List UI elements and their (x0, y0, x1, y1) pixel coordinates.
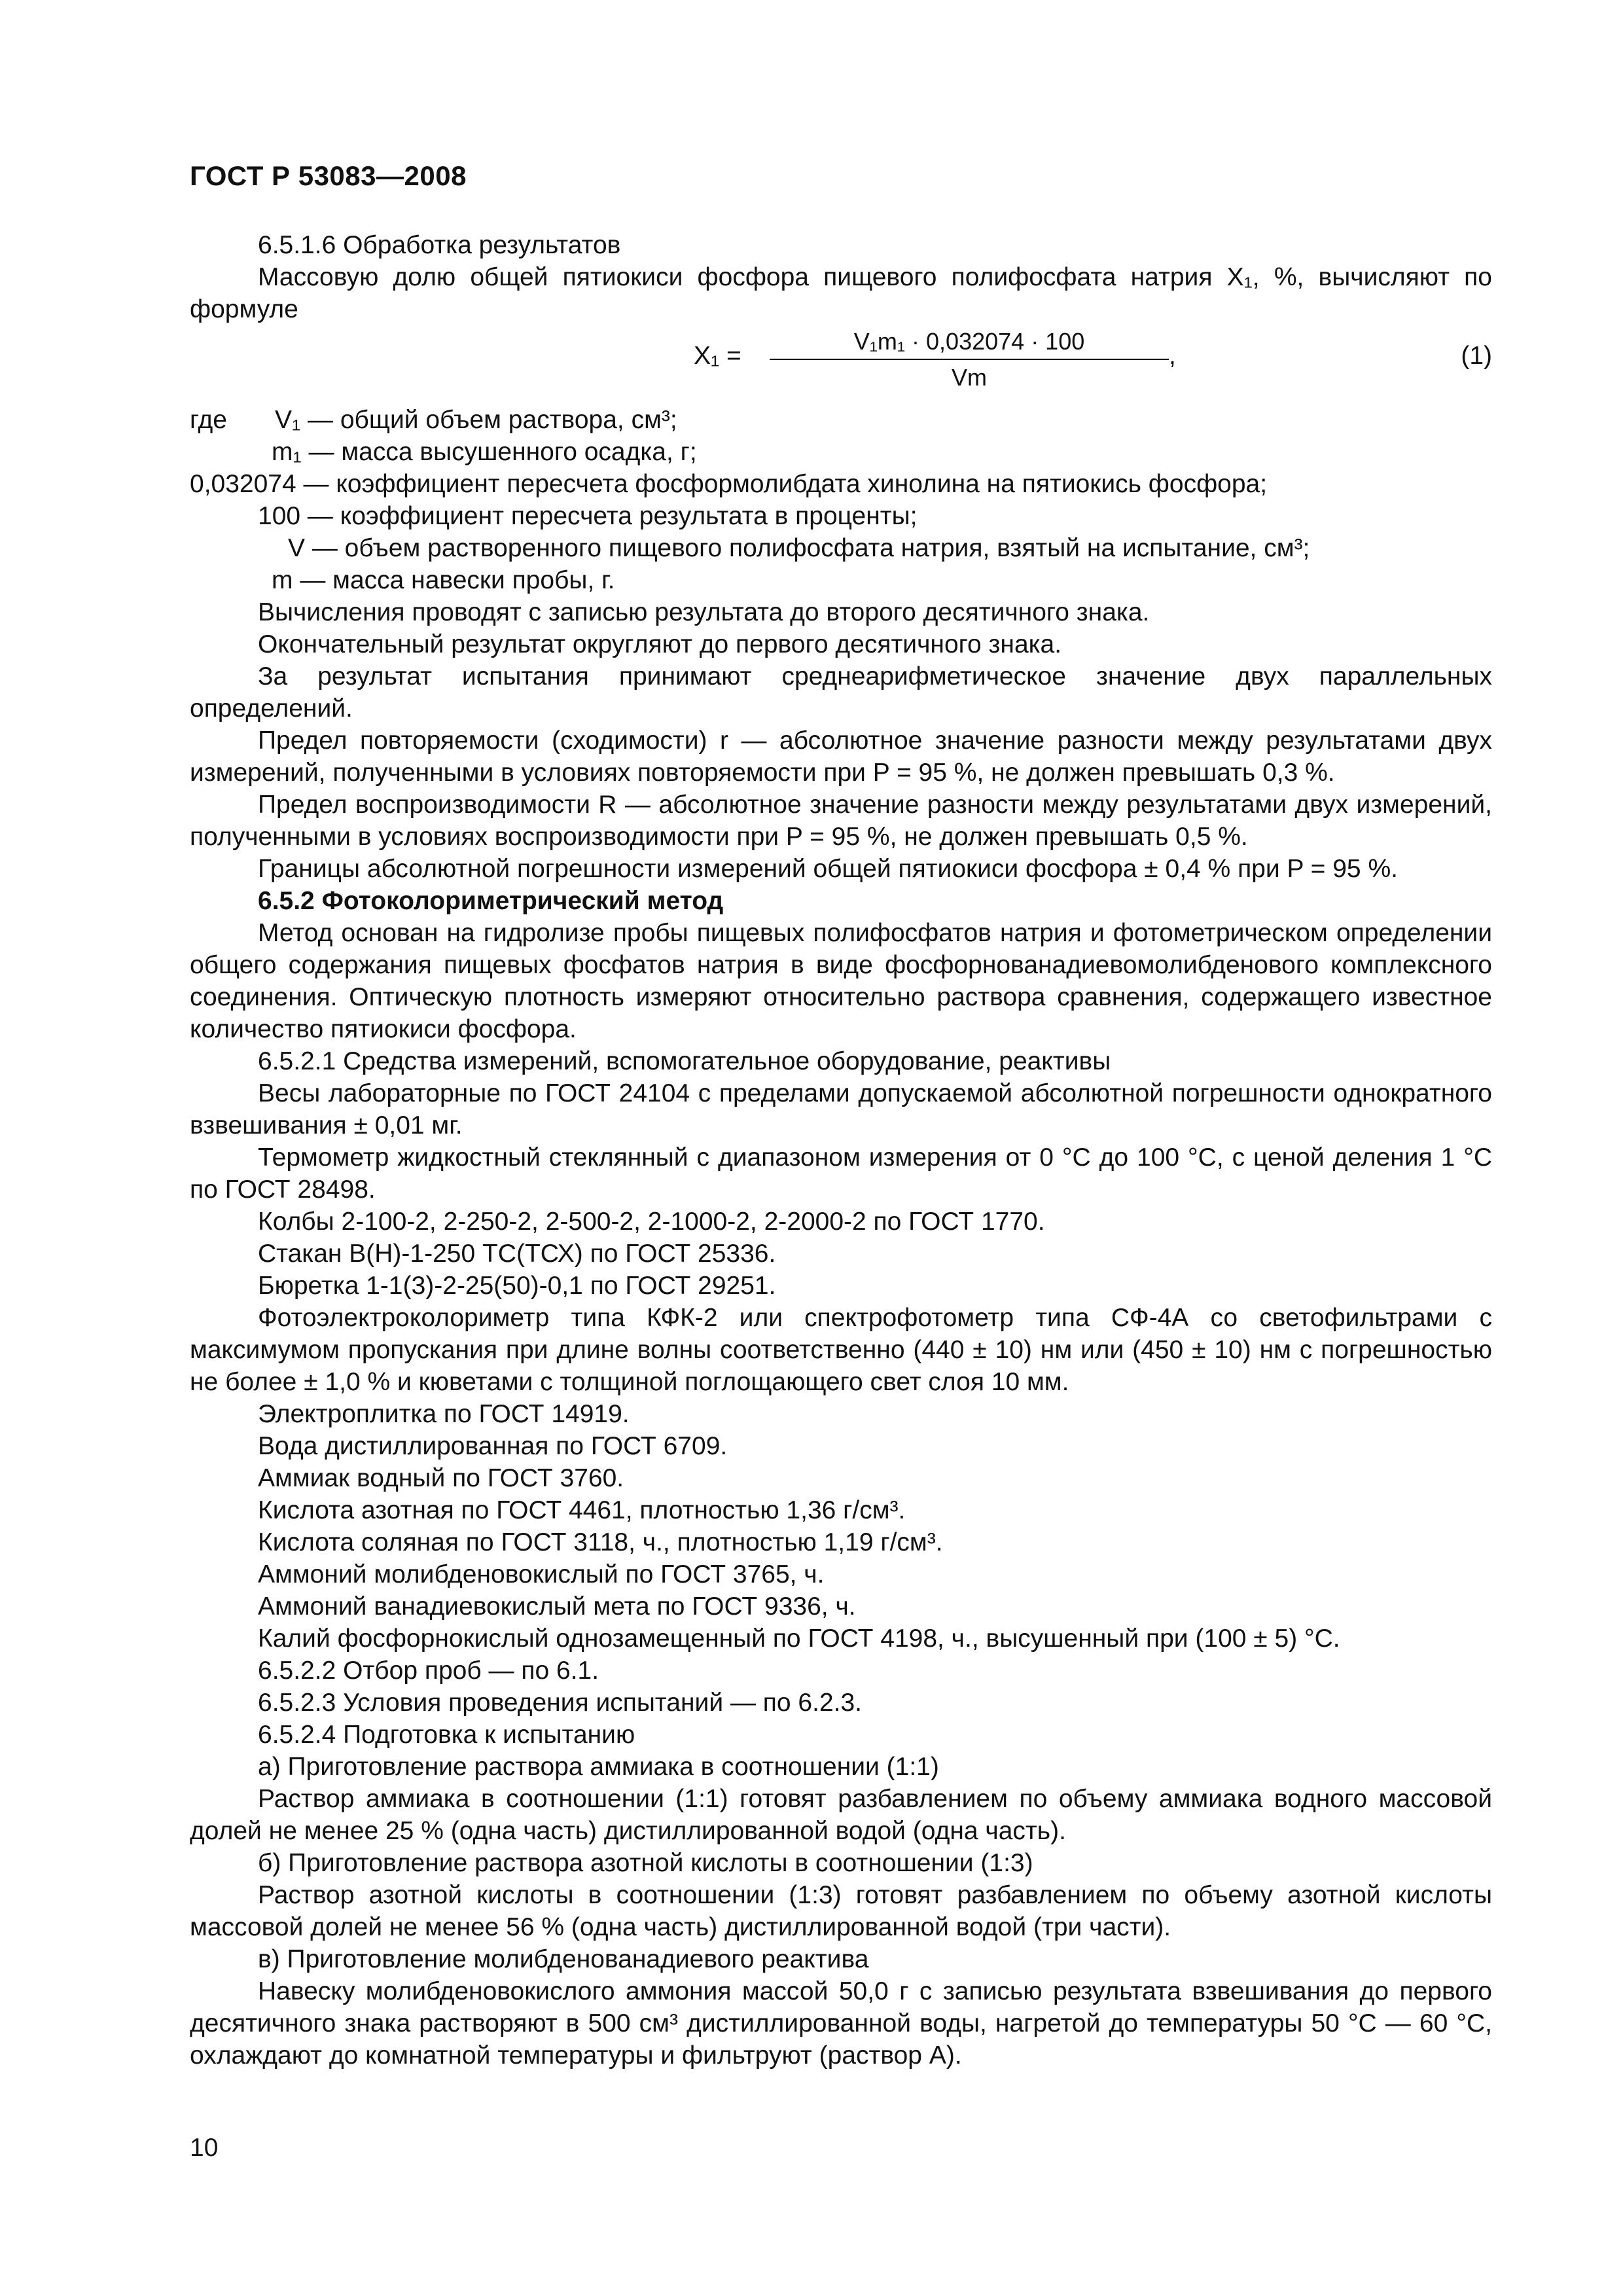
paragraph: 6.5.1.6 Обработка результатов (258, 231, 621, 259)
paragraph: Аммоний ванадиевокислый мета по ГОСТ 9336, ч. (258, 1592, 856, 1621)
formula-1 (190, 325, 1492, 404)
paragraph: Аммиак водный по ГОСТ 3760. (258, 1464, 624, 1492)
paragraph: Стакан В(Н)-1-250 ТС(ТСХ) по ГОСТ 25336. (258, 1240, 776, 1268)
definition-item: 0,032074 — коэффициент пересчета фосформолибдата хинолина на пятиокись фосфора; (190, 470, 1268, 498)
paragraph: Бюретка 1-1(3)-2-25(50)-0,1 по ГОСТ 29251. (258, 1272, 776, 1300)
paragraph: Массовую долю общей пятиокиси фосфора пищевого полифосфата натрия X₁, %, вычисляют по формуле (190, 263, 1492, 323)
paragraph: Колбы 2-100-2, 2-250-2, 2-500-2, 2-1000-2, 2-2000-2 по ГОСТ 1770. (258, 1208, 1045, 1236)
paragraph: Раствор аммиака в соотношении (1:1) готовят разбавлением по объему аммиака водного массовой долей не менее 25 % (одна часть) дистиллированной водой (одна часть). (190, 1785, 1492, 1845)
paragraph: Калий фосфорнокислый однозамещенный по ГОСТ 4198, ч., высушенный при (100 ± 5) °С. (258, 1624, 1340, 1653)
paragraph: 6.5.2.3 Условия проведения испытаний — по 6.2.3. (258, 1689, 862, 1717)
document-header: ГОСТ Р 53083—2008 (190, 160, 467, 191)
paragraph: Весы лабораторные по ГОСТ 24104 с пределами допускаемой абсолютной погрешности однократного взвешивания ± 0,01 мг. (190, 1079, 1492, 1139)
formula-number: (1) (1461, 342, 1492, 370)
definition-item: m — масса навески пробы, г. (272, 566, 615, 594)
paragraph: в) Приготовление молибденованадиевого реактива (258, 1945, 869, 1973)
formula-lhs: X₁ = (694, 342, 741, 370)
definition-item: V — объем растворенного пищевого полифосфата натрия, взятый на испытание, см³; (288, 534, 1310, 562)
definition-row (190, 532, 1492, 564)
paragraph: Метод основан на гидролизе пробы пищевых полифосфатов натрия и фотометрическом определении общего содержания пищевых фосфатов натрия в виде фосфорнованадиевомолибденового комплексного соединения. Оптическую плотность измеряют относительно раствора сравнения, содержащего известное количество пятиокиси фосфора. (190, 919, 1492, 1043)
formula-fraction (770, 325, 1169, 393)
page-number: 10 (190, 2134, 219, 2162)
paragraph: Вычисления проводят с записью результата до второго десятичного знака. (258, 598, 1150, 626)
paragraph: Вода дистиллированная по ГОСТ 6709. (258, 1432, 728, 1460)
paragraph: Предел воспроизводимости R — абсолютное значение разности между результатами двух измерений, полученными в условиях воспроизводимости при P = 95 %, не должен превышать 0,5 %. (190, 791, 1492, 851)
paragraph: Аммоний молибденовокислый по ГОСТ 3765, ч. (258, 1560, 825, 1588)
definition-row (190, 436, 1492, 468)
paragraph: Термометр жидкостный стеклянный с диапазоном измерения от 0 °С до 100 °С, с ценой деления 1 °С по ГОСТ 28498. (190, 1143, 1492, 1204)
definition-row (190, 404, 1492, 436)
formula-denominator: Vm (952, 364, 987, 391)
formula-numerator: V₁m₁ · 0,032074 · 100 (770, 325, 1169, 360)
paragraph: 6.5.2.1 Средства измерений, вспомогательное оборудование, реактивы (258, 1047, 1111, 1075)
paragraph: а) Приготовление раствора аммиака в соотношении (1:1) (258, 1753, 939, 1781)
definition-row (190, 468, 1492, 500)
definition-item: m₁ — масса высушенного осадка, г; (272, 438, 697, 466)
paragraph: Предел повторяемости (сходимости) r — абсолютное значение разности между результатами двух измерений, полученными в условиях повторяемости при P = 95 %, не должен превышать 0,3 %. (190, 726, 1492, 787)
paragraph: 6.5.2.4 Подготовка к испытанию (258, 1721, 635, 1749)
paragraph: б) Приготовление раствора азотной кислоты в соотношении (1:3) (258, 1849, 1033, 1877)
paragraph: 6.5.2.2 Отбор проб — по 6.1. (258, 1657, 599, 1685)
definition-item: V₁ — общий объем раствора, см³; (275, 406, 677, 434)
definition-row (190, 500, 1492, 532)
paragraph: Навеску молибденовокислого аммония массой 50,0 г с записью результата взвешивания до первого десятичного знака растворяют в 500 см³ дистиллированной воды, нагретой до температуры 50 °С — 60 °С, охлаждают до комнатной температуры и фильтруют (раствор А). (190, 1977, 1492, 2070)
formula-comma: , (1169, 342, 1176, 370)
paragraph: За результат испытания принимают среднеарифметическое значение двух параллельных определений. (190, 662, 1492, 723)
paragraph: Кислота азотная по ГОСТ 4461, плотностью 1,36 г/см³. (258, 1496, 906, 1524)
document-body (190, 229, 1492, 2072)
definition-item: 100 — коэффициент пересчета результата в проценты; (258, 502, 918, 530)
paragraph: Окончательный результат округляют до первого десятичного знака. (258, 630, 1062, 658)
paragraph: Электроплитка по ГОСТ 14919. (258, 1400, 630, 1428)
paragraph: Границы абсолютной погрешности измерений общей пятиокиси фосфора ± 0,4 % при P = 95 %. (258, 855, 1398, 883)
section-heading: 6.5.2 Фотоколориметрический метод (258, 887, 724, 915)
definition-row (190, 564, 1492, 596)
where-label: где (190, 406, 227, 434)
paragraph: Кислота соляная по ГОСТ 3118, ч., плотностью 1,19 г/см³. (258, 1528, 943, 1556)
paragraph: Раствор азотной кислоты в соотношении (1:3) готовят разбавлением по объему азотной кислоты массовой долей не менее 56 % (одна часть) дистиллированной водой (три части). (190, 1881, 1492, 1941)
paragraph: Фотоэлектроколориметр типа КФК-2 или спектрофотометр типа СФ-4А со светофильтрами с максимумом пропускания при длине волны соответственно (440 ± 10) нм или (450 ± 10) нм с погрешностью не более ± 1,0 % и кюветами с толщиной поглощающего свет слоя 10 мм. (190, 1304, 1492, 1396)
